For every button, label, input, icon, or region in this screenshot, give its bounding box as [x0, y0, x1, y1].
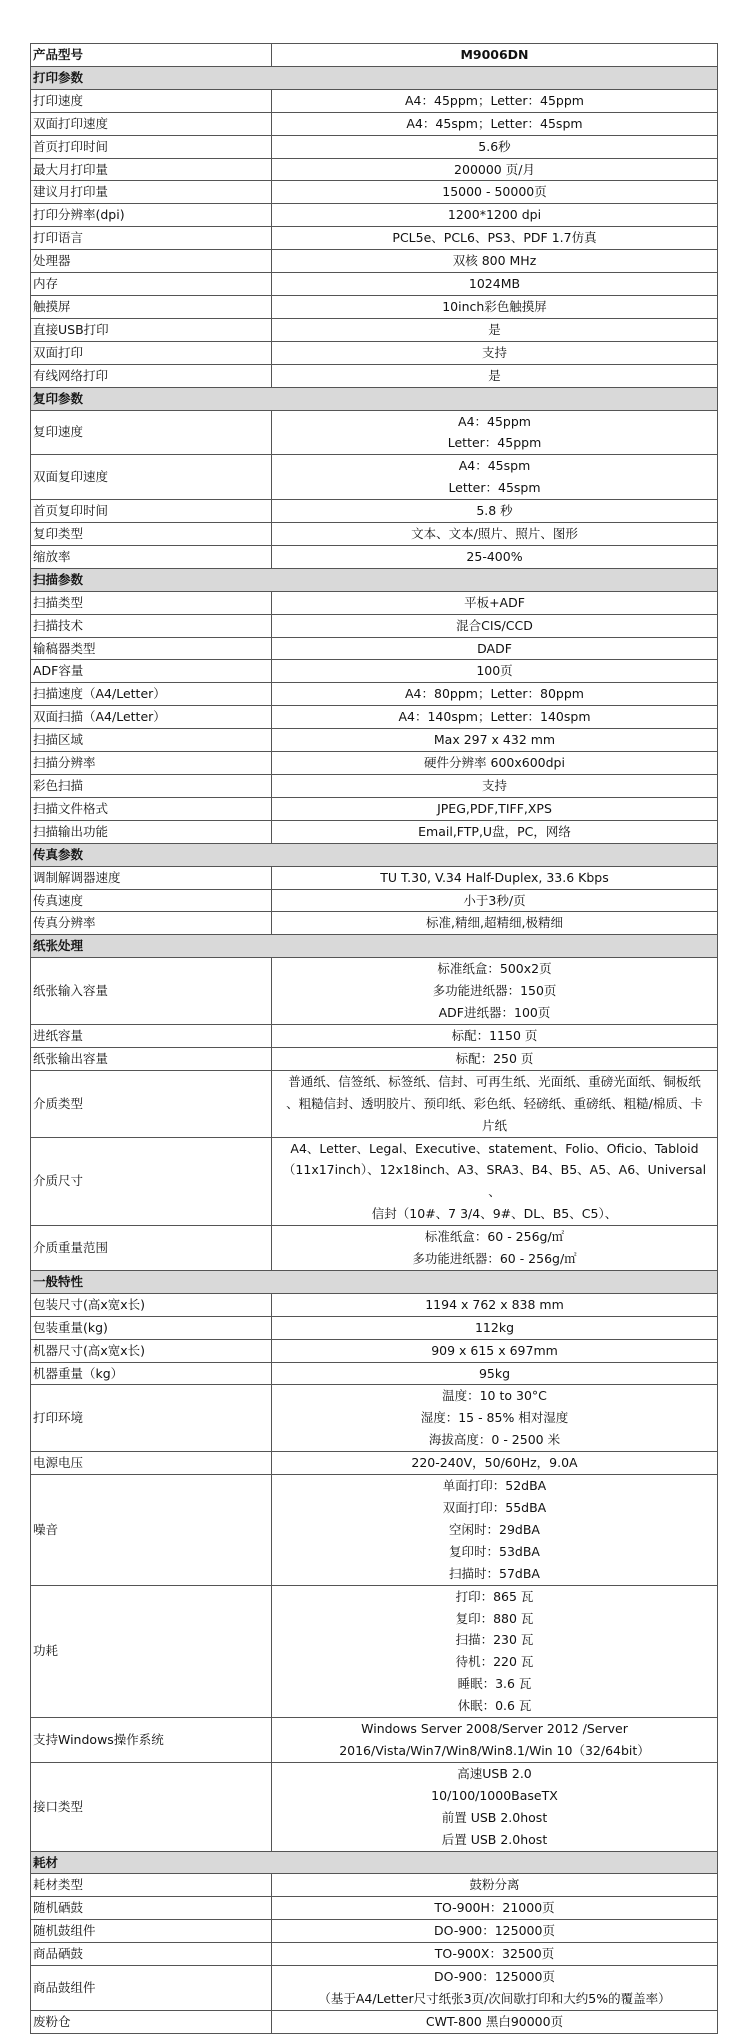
section-title: 复印参数 — [31, 387, 718, 410]
spec-value-line: 、 — [488, 1184, 501, 1200]
spec-label: 介质重量范围 — [31, 1226, 272, 1271]
spec-row — [31, 455, 718, 500]
spec-value — [272, 545, 718, 568]
spec-label: 介质类型 — [31, 1070, 272, 1137]
spec-value-line: TO-900X：32500页 — [434, 1946, 555, 1962]
spec-label: 双面复印速度 — [31, 455, 272, 500]
spec-value-line: 湿度：15 - 85% 相对湿度 — [420, 1410, 569, 1426]
spec-value — [272, 2010, 718, 2033]
spec-label: 扫描类型 — [31, 591, 272, 614]
spec-value — [272, 1943, 718, 1966]
spec-row — [31, 1897, 718, 1920]
spec-value — [272, 1385, 718, 1452]
spec-label: 接口类型 — [31, 1762, 272, 1851]
section-title: 扫描参数 — [31, 568, 718, 591]
spec-row — [31, 500, 718, 523]
spec-value — [272, 227, 718, 250]
spec-value — [272, 706, 718, 729]
section-title: 打印参数 — [31, 66, 718, 89]
spec-value — [272, 523, 718, 546]
spec-value-line: （基于A4/Letter尺寸纸张3页/次间歇打印和大约5%的覆盖率） — [318, 1990, 671, 2006]
spec-row — [31, 89, 718, 112]
spec-row — [31, 683, 718, 706]
spec-row — [31, 295, 718, 318]
spec-row — [31, 1943, 718, 1966]
spec-label: 打印环境 — [31, 1385, 272, 1452]
spec-label: 传真速度 — [31, 889, 272, 912]
spec-value-line: 小于3秒/页 — [463, 892, 526, 908]
spec-row — [31, 545, 718, 568]
spec-value-line: Letter：45ppm — [447, 435, 542, 451]
spec-value-line: 标配：1150 页 — [451, 1027, 538, 1043]
spec-value-line: 25-400% — [466, 548, 523, 564]
spec-value-line: 睡眠：3.6 瓦 — [457, 1676, 532, 1692]
spec-value-line: 220-240V，50/60Hz，9.0A — [411, 1455, 578, 1471]
spec-value-line: Windows Server 2008/Server 2012 /Server — [361, 1721, 628, 1737]
spec-value-line: 待机：220 瓦 — [455, 1654, 534, 1670]
spec-label: 噪音 — [31, 1475, 272, 1586]
spec-value — [272, 410, 718, 455]
spec-value-line: CWT-800 黑白90000页 — [425, 2013, 564, 2029]
spec-row — [31, 1966, 718, 2011]
spec-label: 调制解调器速度 — [31, 866, 272, 889]
spec-label: 废粉仓 — [31, 2010, 272, 2033]
spec-row — [31, 1452, 718, 1475]
spec-label: 商品硒鼓 — [31, 1943, 272, 1966]
spec-value-line: 硬件分辨率 600x600dpi — [424, 755, 565, 771]
spec-row — [31, 1024, 718, 1047]
spec-row — [31, 1316, 718, 1339]
spec-row — [31, 250, 718, 273]
spec-row — [31, 1762, 718, 1851]
spec-row — [31, 912, 718, 935]
spec-value-line: 95kg — [478, 1365, 511, 1381]
spec-value — [272, 820, 718, 843]
spec-value-line: （11x17inch）、12x18inch、A3、SRA3、B4、B5、A5、A6、Universal — [282, 1162, 707, 1178]
spec-value — [272, 1762, 718, 1851]
spec-value — [272, 1024, 718, 1047]
spec-value-line: 标准纸盒：500x2页 — [437, 961, 552, 977]
spec-value — [272, 1966, 718, 2011]
spec-row — [31, 227, 718, 250]
spec-value-line: 10inch彩色触摸屏 — [442, 298, 547, 314]
spec-value-line: 高速USB 2.0 — [457, 1765, 532, 1781]
spec-row — [31, 1475, 718, 1586]
spec-value-line: 文本、文本/照片、照片、图形 — [411, 526, 578, 542]
spec-value-line: 片纸 — [481, 1117, 507, 1133]
spec-value — [272, 591, 718, 614]
spec-value-line: 双核 800 MHz — [452, 253, 537, 269]
spec-row — [31, 866, 718, 889]
spec-value — [272, 660, 718, 683]
spec-label: ADF容量 — [31, 660, 272, 683]
spec-row — [31, 2010, 718, 2033]
spec-label: 随机鼓组件 — [31, 1920, 272, 1943]
spec-row — [31, 1047, 718, 1070]
header-label: 产品型号 — [31, 44, 272, 67]
spec-value-line: 112kg — [474, 1319, 515, 1335]
section-header-row — [31, 843, 718, 866]
spec-row — [31, 523, 718, 546]
spec-value-line: 、粗糙信封、透明胶片、预印纸、彩色纸、轻磅纸、重磅纸、粗糙/棉质、卡 — [286, 1095, 703, 1111]
spec-label: 机器尺寸(高x宽x长) — [31, 1339, 272, 1362]
spec-value-line: Email,FTP,U盘，PC，网络 — [418, 823, 571, 839]
spec-value — [272, 1874, 718, 1897]
spec-row — [31, 273, 718, 296]
spec-value-line: 是 — [488, 321, 501, 337]
spec-value — [272, 866, 718, 889]
spec-row — [31, 637, 718, 660]
spec-row — [31, 341, 718, 364]
spec-label: 首页复印时间 — [31, 500, 272, 523]
spec-value-line: 后置 USB 2.0host — [441, 1831, 548, 1847]
spec-label: 扫描文件格式 — [31, 797, 272, 820]
spec-label: 复印速度 — [31, 410, 272, 455]
spec-value-line: A4：45ppm；Letter：45ppm — [405, 92, 584, 108]
spec-value — [272, 500, 718, 523]
spec-label: 耗材类型 — [31, 1874, 272, 1897]
section-header-row — [31, 66, 718, 89]
spec-value-line: 支持 — [481, 344, 507, 360]
spec-value — [272, 1362, 718, 1385]
spec-value — [272, 912, 718, 935]
spec-value-line: TO-900H：21000页 — [434, 1900, 555, 1916]
spec-value-line: 标准纸盒：60 - 256g/㎡ — [424, 1229, 565, 1245]
spec-label: 彩色扫描 — [31, 775, 272, 798]
spec-value — [272, 1920, 718, 1943]
spec-value-line: 1024MB — [468, 276, 521, 292]
spec-label: 传真分辨率 — [31, 912, 272, 935]
spec-value — [272, 1897, 718, 1920]
spec-value — [272, 455, 718, 500]
spec-label: 直接USB打印 — [31, 318, 272, 341]
spec-value — [272, 1047, 718, 1070]
spec-value — [272, 1475, 718, 1586]
spec-value-line: DADF — [477, 640, 512, 656]
spec-value-line: 1200*1200 dpi — [447, 207, 542, 223]
spec-value-line: 2016/Vista/Win7/Win8/Win8.1/Win 10（32/64bit） — [339, 1742, 650, 1758]
spec-value-line: 扫描时：57dBA — [449, 1565, 540, 1581]
spec-row — [31, 591, 718, 614]
header-row — [31, 44, 718, 67]
section-title: 一般特性 — [31, 1270, 718, 1293]
spec-label: 包装重量(kg) — [31, 1316, 272, 1339]
spec-value-line: 5.8 秒 — [476, 503, 513, 519]
spec-row — [31, 706, 718, 729]
spec-label: 进纸容量 — [31, 1024, 272, 1047]
spec-value-line: Max 297 x 432 mm — [433, 732, 556, 748]
spec-label: 双面扫描（A4/Letter） — [31, 706, 272, 729]
spec-label: 介质尺寸 — [31, 1137, 272, 1226]
spec-row — [31, 410, 718, 455]
spec-label: 打印分辨率(dpi) — [31, 204, 272, 227]
spec-value — [272, 135, 718, 158]
spec-value — [272, 181, 718, 204]
spec-label: 扫描速度（A4/Letter） — [31, 683, 272, 706]
spec-row — [31, 1362, 718, 1385]
spec-value — [272, 112, 718, 135]
spec-value-line: 鼓粉分离 — [469, 1877, 520, 1893]
spec-row — [31, 797, 718, 820]
section-title: 纸张处理 — [31, 935, 718, 958]
spec-row — [31, 958, 718, 1025]
spec-value-line: 5.6秒 — [478, 138, 511, 154]
spec-value-line: 909 x 615 x 697mm — [431, 1342, 558, 1358]
spec-row — [31, 614, 718, 637]
spec-label: 电源电压 — [31, 1452, 272, 1475]
spec-row — [31, 1137, 718, 1226]
spec-value-line: PCL5e、PCL6、PS3、PDF 1.7仿真 — [392, 230, 597, 246]
spec-value-line: 多功能进纸器：150页 — [432, 983, 557, 999]
spec-value-line: 空闲时：29dBA — [449, 1521, 540, 1537]
spec-value-line: ADF进纸器：100页 — [438, 1005, 551, 1021]
spec-value — [272, 273, 718, 296]
spec-value-line: DO-900：125000页 — [434, 1923, 555, 1939]
spec-label: 机器重量（kg） — [31, 1362, 272, 1385]
spec-value — [272, 364, 718, 387]
spec-row — [31, 889, 718, 912]
spec-value-line: 标准,精细,超精细,极精细 — [426, 915, 563, 931]
spec-value-line: A4、Letter、Legal、Executive、statement、Folio、Oficio、Tabloid — [290, 1140, 699, 1156]
spec-value — [272, 683, 718, 706]
spec-value — [272, 1718, 718, 1763]
spec-label: 随机硒鼓 — [31, 1897, 272, 1920]
spec-value-line: 复印：880 瓦 — [455, 1610, 534, 1626]
spec-value — [272, 889, 718, 912]
spec-label: 打印语言 — [31, 227, 272, 250]
spec-value-line: 扫描：230 瓦 — [455, 1632, 534, 1648]
spec-value-line: 平板+ADF — [464, 594, 525, 610]
spec-row — [31, 181, 718, 204]
spec-label: 双面打印速度 — [31, 112, 272, 135]
spec-label: 纸张输出容量 — [31, 1047, 272, 1070]
spec-value — [272, 1452, 718, 1475]
spec-value-line: TU T.30, V.34 Half-Duplex, 33.6 Kbps — [380, 869, 609, 885]
spec-value — [272, 204, 718, 227]
spec-value-line: 100页 — [476, 663, 513, 679]
spec-label: 功耗 — [31, 1585, 272, 1717]
section-header-row — [31, 1270, 718, 1293]
spec-value — [272, 752, 718, 775]
spec-value — [272, 1226, 718, 1271]
spec-value — [272, 1339, 718, 1362]
spec-row — [31, 1920, 718, 1943]
spec-value-line: A4：45ppm — [458, 413, 531, 429]
spec-label: 扫描输出功能 — [31, 820, 272, 843]
spec-label: 首页打印时间 — [31, 135, 272, 158]
spec-row — [31, 1070, 718, 1137]
spec-value-line: JPEG,PDF,TIFF,XPS — [437, 800, 552, 816]
spec-row — [31, 135, 718, 158]
spec-value — [272, 1070, 718, 1137]
spec-label: 商品鼓组件 — [31, 1966, 272, 2011]
spec-value-line: Letter：45spm — [448, 480, 541, 496]
spec-value-line: 10/100/1000BaseTX — [431, 1787, 558, 1803]
spec-value — [272, 797, 718, 820]
spec-value-line: 单面打印：52dBA — [442, 1478, 547, 1494]
spec-label: 双面打印 — [31, 341, 272, 364]
header-value: M9006DN — [272, 44, 718, 67]
section-title: 传真参数 — [31, 843, 718, 866]
spec-value — [272, 158, 718, 181]
spec-table-body — [31, 44, 718, 2034]
spec-value-line: 混合CIS/CCD — [456, 617, 533, 633]
spec-value-line: 是 — [488, 367, 501, 383]
spec-row — [31, 158, 718, 181]
spec-value-line: 前置 USB 2.0host — [441, 1809, 548, 1825]
spec-value-line: A4：140spm；Letter：140spm — [398, 709, 591, 725]
section-header-row — [31, 935, 718, 958]
spec-row — [31, 820, 718, 843]
spec-value-line: 信封（10#、7 3/4、9#、DL、B5、C5）、 — [371, 1206, 618, 1222]
spec-value — [272, 1585, 718, 1717]
spec-value — [272, 958, 718, 1025]
spec-value-line: 复印时：53dBA — [449, 1543, 540, 1559]
spec-value — [272, 1293, 718, 1316]
spec-label: 内存 — [31, 273, 272, 296]
spec-value-line: 普通纸、信签纸、标签纸、信封、可再生纸、光面纸、重磅光面纸、铜板纸 — [288, 1073, 701, 1089]
spec-label: 建议月打印量 — [31, 181, 272, 204]
spec-value-line: 多功能进纸器：60 - 256g/㎡ — [412, 1251, 577, 1267]
spec-label: 复印类型 — [31, 523, 272, 546]
spec-value-line: 打印：865 瓦 — [455, 1588, 534, 1604]
spec-value — [272, 729, 718, 752]
section-header-row — [31, 387, 718, 410]
spec-value-line: 1194 x 762 x 838 mm — [425, 1296, 564, 1312]
spec-value — [272, 637, 718, 660]
spec-value-line: 标配：250 页 — [455, 1050, 534, 1066]
spec-value-line: 支持 — [481, 778, 507, 793]
spec-row — [31, 1293, 718, 1316]
spec-label: 触摸屏 — [31, 295, 272, 318]
spec-table — [30, 43, 718, 2034]
spec-row — [31, 660, 718, 683]
section-title: 耗材 — [31, 1851, 718, 1874]
spec-value-line: 休眠：0.6 瓦 — [457, 1698, 532, 1714]
spec-row — [31, 1226, 718, 1271]
spec-label: 输稿器类型 — [31, 637, 272, 660]
spec-row — [31, 112, 718, 135]
spec-row — [31, 752, 718, 775]
spec-label: 打印速度 — [31, 89, 272, 112]
spec-row — [31, 1585, 718, 1717]
spec-row — [31, 364, 718, 387]
section-header-row — [31, 1851, 718, 1874]
spec-value — [272, 614, 718, 637]
spec-label: 扫描技术 — [31, 614, 272, 637]
spec-row — [31, 1339, 718, 1362]
spec-value-line: 200000 页/月 — [454, 161, 535, 177]
spec-row — [31, 318, 718, 341]
spec-row — [31, 204, 718, 227]
spec-value — [272, 1137, 718, 1226]
spec-value-line: 温度：10 to 30°C — [442, 1388, 547, 1404]
spec-label: 有线网络打印 — [31, 364, 272, 387]
spec-value — [272, 89, 718, 112]
spec-label: 支持Windows操作系统 — [31, 1718, 272, 1763]
spec-label: 扫描分辨率 — [31, 752, 272, 775]
spec-value — [272, 341, 718, 364]
spec-value — [272, 775, 718, 798]
spec-value — [272, 250, 718, 273]
spec-value — [272, 295, 718, 318]
spec-value-line: A4：45spm；Letter：45spm — [406, 115, 583, 131]
spec-row — [31, 1874, 718, 1897]
section-header-row — [31, 568, 718, 591]
spec-row — [31, 729, 718, 752]
spec-label: 纸张输入容量 — [31, 958, 272, 1025]
spec-row — [31, 1385, 718, 1452]
spec-row — [31, 1718, 718, 1763]
spec-value-line: 15000 - 50000页 — [442, 184, 547, 200]
spec-value — [272, 1316, 718, 1339]
spec-label: 最大月打印量 — [31, 158, 272, 181]
spec-value — [272, 318, 718, 341]
spec-value-line: 双面打印：55dBA — [442, 1500, 547, 1515]
spec-value-line: A4：80ppm；Letter：80ppm — [405, 686, 584, 702]
spec-value-line: DO-900：125000页 — [434, 1969, 555, 1985]
spec-row — [31, 775, 718, 798]
spec-value-line: 海拔高度：0 - 2500 米 — [428, 1432, 561, 1448]
spec-label: 包装尺寸(高x宽x长) — [31, 1293, 272, 1316]
spec-value-line: A4：45spm — [458, 458, 531, 474]
spec-label: 缩放率 — [31, 545, 272, 568]
spec-label: 扫描区域 — [31, 729, 272, 752]
spec-label: 处理器 — [31, 250, 272, 273]
